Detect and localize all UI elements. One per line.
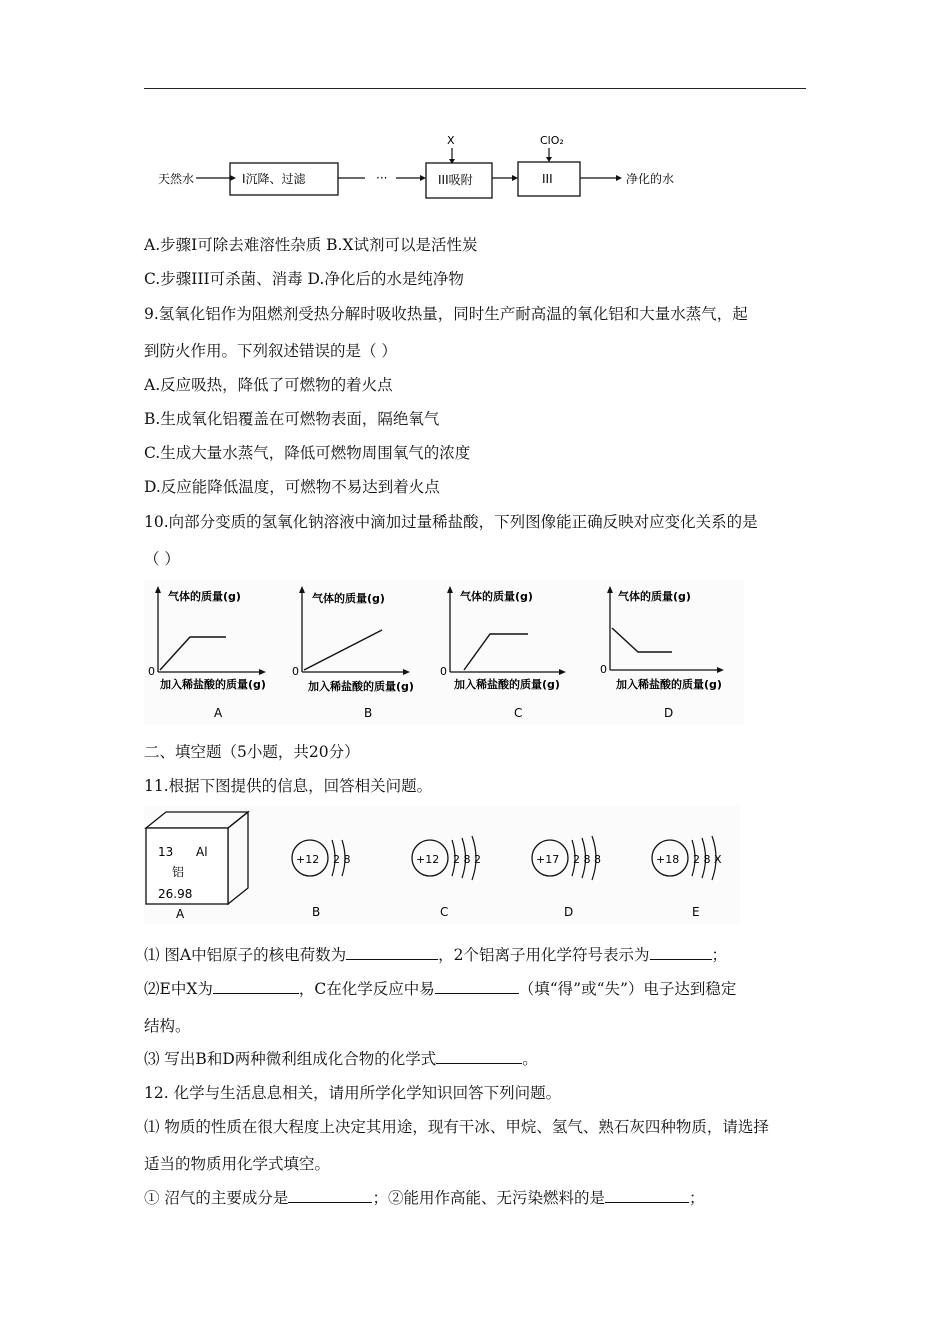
q9-option-c: C.生成大量水蒸气，降低可燃物周围氧气的浓度 <box>144 444 471 462</box>
q11-p2-text-b: ，C在化学反应中易 <box>298 980 435 998</box>
flow-step2: III吸附 <box>438 173 473 187</box>
element-name: 铝 <box>172 865 185 879</box>
flow-output: 净化的水 <box>626 172 675 186</box>
flow-dots: ··· <box>376 171 388 185</box>
q11-part2 <box>144 979 736 999</box>
element-mass: 26.98 <box>158 887 193 901</box>
header-rule <box>144 88 806 89</box>
graph-d-ylabel: 气体的质量(g) <box>618 590 691 603</box>
flow-reagent-clo2: ClO₂ <box>540 134 564 147</box>
flow-input: 天然水 <box>158 172 195 186</box>
q11-blank-1[interactable] <box>346 945 438 960</box>
q12-part2 <box>144 1188 704 1208</box>
atom-e-label: E <box>692 905 700 919</box>
q11-part2-cont: 结构。 <box>144 1017 191 1035</box>
atom-d-shells: 2 8 8 <box>573 853 601 866</box>
graph-b-ylabel: 气体的质量(g) <box>312 592 385 605</box>
q8-options-row1: A.步骤I可除去难溶性杂质 B.X试剂可以是活性炭 <box>144 236 478 254</box>
q11-p1-text-b: ，2个铝离子用化学符号表示为 <box>438 946 650 964</box>
element-label: A <box>176 907 185 921</box>
q12-p2-text-c: ； <box>688 1189 705 1207</box>
atom-c-shells: 2 8 2 <box>453 853 481 866</box>
q11-p2-text-a: ⑵E中X为 <box>144 980 213 998</box>
q11-part1 <box>144 945 727 965</box>
flow-reagent-x: X <box>447 134 455 147</box>
q11-p1-text-c: ； <box>711 946 728 964</box>
graph-a-origin: 0 <box>148 665 155 678</box>
graph-a-xlabel: 加入稀盐酸的质量(g) <box>160 678 266 691</box>
q10-graphs <box>144 580 744 725</box>
water-purification-flowchart <box>150 118 710 208</box>
q10-stem-line1: 10.向部分变质的氢氧化钠溶液中滴加过量稀盐酸，下列图像能正确反映对应变化关系的是 <box>144 513 758 531</box>
q11-blank-2[interactable] <box>650 945 712 960</box>
flow-step1: I沉降、过滤 <box>242 172 306 186</box>
q9-stem-line1: 9.氢氧化铝作为阻燃剂受热分解时吸收热量，同时生产耐高温的氧化铝和大量水蒸气，起 <box>144 305 748 323</box>
graph-d-label: D <box>664 706 674 720</box>
q11-blank-4[interactable] <box>435 979 519 994</box>
q11-part3 <box>144 1049 538 1069</box>
section2-title: 二、填空题（5小题，共20分） <box>144 743 360 761</box>
q12-p2-text-b: ；②能用作高能、无污染燃料的是 <box>372 1189 605 1207</box>
graph-c-label: C <box>514 706 523 720</box>
graph-d-xlabel: 加入稀盐酸的质量(g) <box>616 678 722 691</box>
graph-c-origin: 0 <box>440 665 447 678</box>
atom-c-label: C <box>440 905 449 919</box>
flow-step3: III <box>542 172 553 186</box>
q11-blank-5[interactable] <box>436 1049 522 1064</box>
q12-blank-2[interactable] <box>605 1188 689 1203</box>
q11-p3-text-a: ⑶ 写出B和D两种微利组成化合物的化学式 <box>144 1050 437 1068</box>
element-number: 13 <box>158 845 174 859</box>
q11-p3-text-b: 。 <box>522 1050 538 1068</box>
q11-p2-text-c: （填“得”或“失”）电子达到稳定 <box>518 980 737 998</box>
q12-stem: 12. 化学与生活息息相关，请用所学化学知识回答下列问题。 <box>144 1084 562 1102</box>
element-symbol: Al <box>196 845 208 859</box>
atom-b-shells: 2 8 <box>333 853 351 866</box>
q9-stem-line2: 到防火作用。下列叙述错误的是（ ） <box>144 342 397 360</box>
q12-blank-1[interactable] <box>288 1188 372 1203</box>
q11-atom-figure <box>144 806 740 924</box>
graph-d-origin: 0 <box>600 663 607 676</box>
q11-stem: 11.根据下图提供的信息，回答相关问题。 <box>144 777 433 795</box>
q9-option-a: A.反应吸热，降低了可燃物的着火点 <box>144 376 393 394</box>
atom-d-label: D <box>564 905 574 919</box>
q11-blank-3[interactable] <box>213 979 299 994</box>
q12-p2-text-a: ① 沼气的主要成分是 <box>144 1189 289 1207</box>
atom-e-shells: 2 8 X <box>693 853 722 866</box>
atom-b-label: B <box>312 905 321 919</box>
q8-options-row2: C.步骤III可杀菌、消毒 D.净化后的水是纯净物 <box>144 270 464 288</box>
q10-stem-line2: （ ） <box>144 550 180 568</box>
graph-a-ylabel: 气体的质量(g) <box>168 590 241 603</box>
atom-d-nucleus: +17 <box>536 853 560 866</box>
q12-part1-line2: 适当的物质用化学式填空。 <box>144 1155 331 1173</box>
atom-b-nucleus: +12 <box>296 853 320 866</box>
atom-e-nucleus: +18 <box>656 853 680 866</box>
graph-c-xlabel: 加入稀盐酸的质量(g) <box>454 678 560 691</box>
graph-b-label: B <box>364 706 373 720</box>
atom-c-nucleus: +12 <box>416 853 440 866</box>
q12-part1-line1: ⑴ 物质的性质在很大程度上决定其用途，现有干冰、甲烷、氢气、熟石灰四种物质，请选择 <box>144 1118 769 1136</box>
graph-b-origin: 0 <box>292 665 299 678</box>
graph-b-xlabel: 加入稀盐酸的质量(g) <box>308 680 414 693</box>
graph-a-label: A <box>214 706 223 720</box>
q9-option-d: D.反应能降低温度，可燃物不易达到着火点 <box>144 478 440 496</box>
q11-p1-text-a: ⑴ 图A中铝原子的核电荷数为 <box>144 946 347 964</box>
graph-c-ylabel: 气体的质量(g) <box>460 590 533 603</box>
q9-option-b: B.生成氧化铝覆盖在可燃物表面，隔绝氧气 <box>144 410 440 428</box>
